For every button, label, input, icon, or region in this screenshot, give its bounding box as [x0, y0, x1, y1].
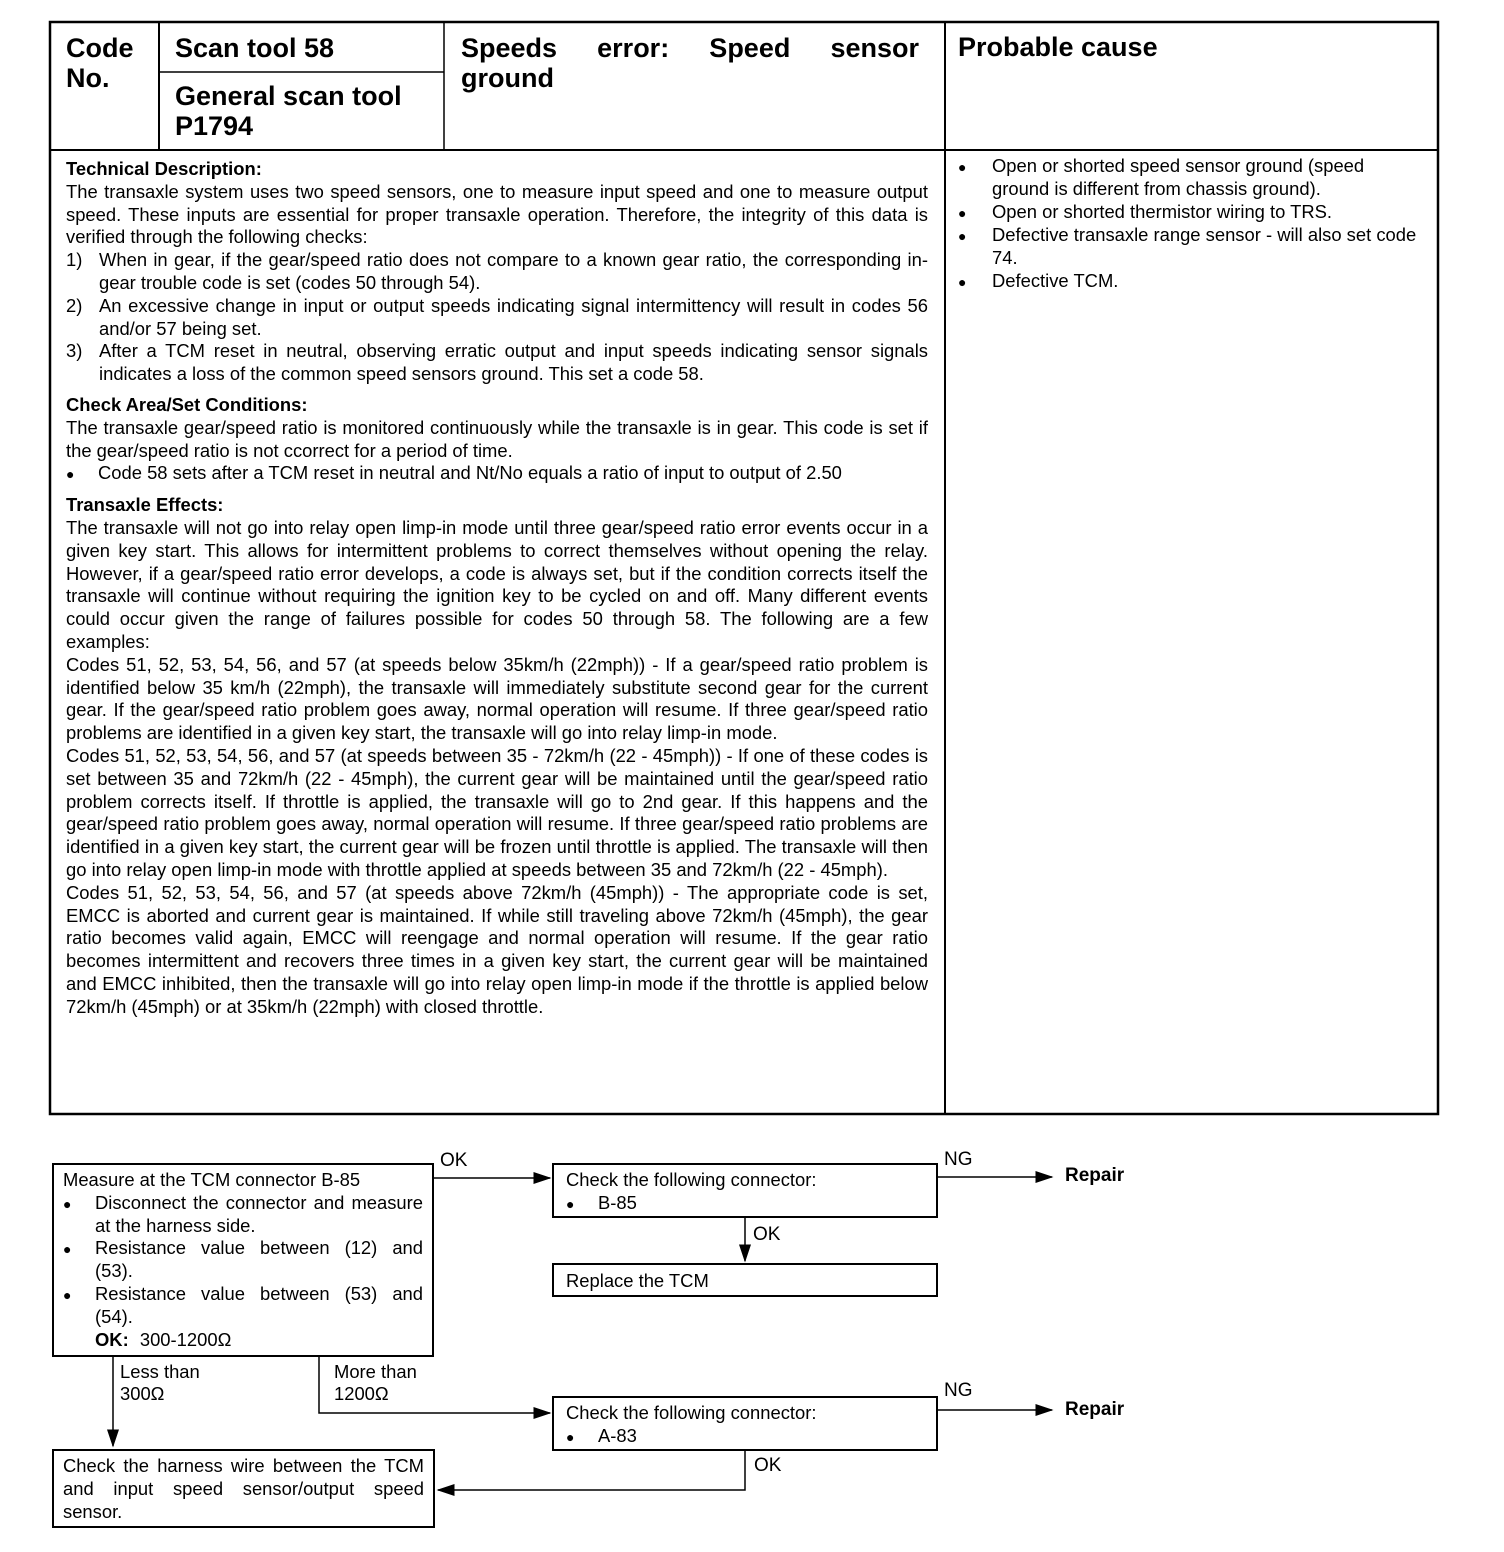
measure-title: Measure at the TCM connector B-85: [63, 1169, 361, 1190]
bullet-icon: ●: [958, 159, 967, 175]
repair-label-1: Repair: [1065, 1165, 1125, 1186]
probable-cause-label: Probable cause: [958, 32, 1158, 62]
ok-label: OK:: [95, 1328, 129, 1350]
ok-label-2: OK: [753, 1224, 781, 1245]
bullet-icon: ●: [566, 1428, 575, 1445]
probable-cause-column: [958, 155, 1420, 294]
checks-list: [66, 249, 928, 386]
check-b85-title: Check the following connector:: [566, 1169, 817, 1190]
ng-label-1: NG: [944, 1149, 973, 1170]
check-area-bullets: [66, 462, 928, 486]
technical-description-title: Technical Description:: [66, 158, 262, 179]
check-a83-box: [552, 1396, 938, 1451]
transaxle-effects-title: Transaxle Effects:: [66, 494, 224, 516]
effects-paragraph-4: Codes 51, 52, 53, 54, 56, and 57 (at speeds above 72km/h (45mph)) - The appropriate code is set, EMCC is aborted and current gear is maintained. If while still traveling above 72km/h (45mph), the gear ratio becomes valid again, EMCC will reengage and normal operation will resume. If the gear ratio becomes intermittent and recovers three times in a given key start, the current gear will be maintained and EMCC inhibited, then the transaxle will go into relay open limp-in mode if the throttle is applied below 72km/h (45mph) or at 35km/h (22mph) with closed throttle.: [66, 881, 928, 1017]
list-item: ● Open or shorted speed sensor ground (speed ground is different from chassis ground).: [958, 155, 1365, 199]
measure-box: [52, 1163, 434, 1357]
list-item: ● Defective TCM.: [958, 270, 1420, 294]
check-area-title: Check Area/Set Conditions:: [66, 393, 308, 415]
less-than-label: Less than 300Ω: [120, 1361, 200, 1404]
bullet-icon: ●: [566, 1195, 575, 1212]
error-title: Speeds error: Speed sensor ground: [461, 33, 919, 93]
check-area-text: The transaxle gear/speed ratio is monitored continuously while the transaxle is in gear. This code is set if the gear/speed ratio is not ccorrect for a period of time.: [66, 416, 928, 461]
bullet-icon: ●: [958, 273, 967, 290]
list-item: ● A-83: [566, 1425, 924, 1449]
code-no-label: Code No.: [66, 33, 134, 93]
bullet-icon: ●: [958, 204, 967, 221]
check-harness-box: [52, 1449, 435, 1528]
scan-tool-58: Scan tool 58: [175, 33, 335, 63]
check-b85-box: [552, 1163, 938, 1218]
effects-paragraph-1: The transaxle will not go into relay open limp-in mode until three gear/speed ratio error events occur in a given key start. This allows for intermittent problems to correct themselves without opening the relay. However, if a gear/speed ratio error develops, a code is always set, but if the condition corrects itself the transaxle will continue without requiring the ignition key to be cycled on and off. Many different events could occur given the range of failures possible for codes 50 through 58. The following are a few examples:: [66, 516, 928, 652]
bullet-icon: ●: [63, 1195, 72, 1212]
ok-label-3: OK: [754, 1455, 782, 1476]
bullet-icon: ●: [958, 228, 967, 245]
technical-description-intro: The transaxle system uses two speed sensors, one to measure input speed and one to measure output speed. These inputs are essential for proper transaxle operation. Therefore, the integrity of this data is verified through the following checks:: [66, 180, 928, 248]
bullet-icon: ●: [63, 1241, 72, 1258]
ng-label-2: NG: [944, 1380, 973, 1401]
replace-tcm-text: Replace the TCM: [566, 1270, 709, 1291]
bullet-icon: ●: [66, 466, 75, 483]
effects-paragraph-2: Codes 51, 52, 53, 54, 56, and 57 (at speeds below 35km/h (22mph)) - If a gear/speed ratio problem is identified below 35 km/h (22mph), the transaxle will immediately substitute second gear for the current gear. If the gear/speed ratio problem goes away, normal operation will resume. If three gear/speed ratio problems are identified in a given key start, the transaxle will go into relay limp-in mode.: [66, 653, 928, 744]
general-scan-tool: General scan tool P1794: [175, 81, 402, 141]
list-item: 1) When in gear, if the gear/speed ratio does not compare to a known gear ratio, the corresponding in-gear trouble code is set (codes 50 through 54).: [66, 249, 928, 293]
check-harness-text: Check the harness wire between the TCM and input speed sensor/output speed sensor.: [63, 1455, 424, 1522]
replace-tcm-box: [552, 1263, 938, 1297]
list-item: ● Code 58 sets after a TCM reset in neutral and Nt/No equals a ratio of input to output of 2.50: [66, 462, 928, 486]
list-item: ● Resistance value between (12) and (53).: [63, 1237, 423, 1282]
ok-value: 300-1200Ω: [139, 1328, 232, 1350]
list-item: ● Open or shorted thermistor wiring to TRS.: [958, 201, 1420, 225]
check-a83-title: Check the following connector:: [566, 1402, 817, 1423]
list-item: ● B-85: [566, 1192, 924, 1216]
list-item: 2) An excessive change in input or output speeds indicating signal intermittency will result in codes 56 and/or 57 being set.: [66, 294, 928, 339]
ok-label-1: OK: [440, 1150, 468, 1171]
list-item: ● Resistance value between (53) and (54).: [63, 1282, 423, 1327]
list-item: 3) After a TCM reset in neutral, observing erratic output and input speeds indicating sensor signals indicates a loss of the common speed sensors ground. This set a code 58.: [66, 340, 928, 385]
repair-label-2: Repair: [1065, 1399, 1125, 1420]
list-item: ● Defective transaxle range sensor - will also set code 74.: [958, 224, 1417, 269]
effects-paragraph-3: Codes 51, 52, 53, 54, 56, and 57 (at speeds between 35 - 72km/h (22 - 45mph)) - If one of these codes is set between 35 and 72km/h (22 - 45mph), the current gear will be maintained until the gear/speed ratio problem corrects itself. If throttle is applied, the transaxle will go to 2nd gear. If this happens and the gear/speed ratio problem goes away, normal operation will resume. If three gear/speed ratio problems are identified in a given key start, the current gear will be frozen until throttle is applied. The transaxle will then go into relay open limp-in mode with throttle applied at speeds between 35 and 72km/h (22 - 45mph).: [66, 744, 928, 880]
list-item: ● Disconnect the connector and measure at the harness side.: [63, 1191, 423, 1236]
more-than-label: More than 1200Ω: [334, 1361, 417, 1404]
bullet-icon: ●: [63, 1286, 72, 1303]
description-column: [66, 158, 928, 1018]
